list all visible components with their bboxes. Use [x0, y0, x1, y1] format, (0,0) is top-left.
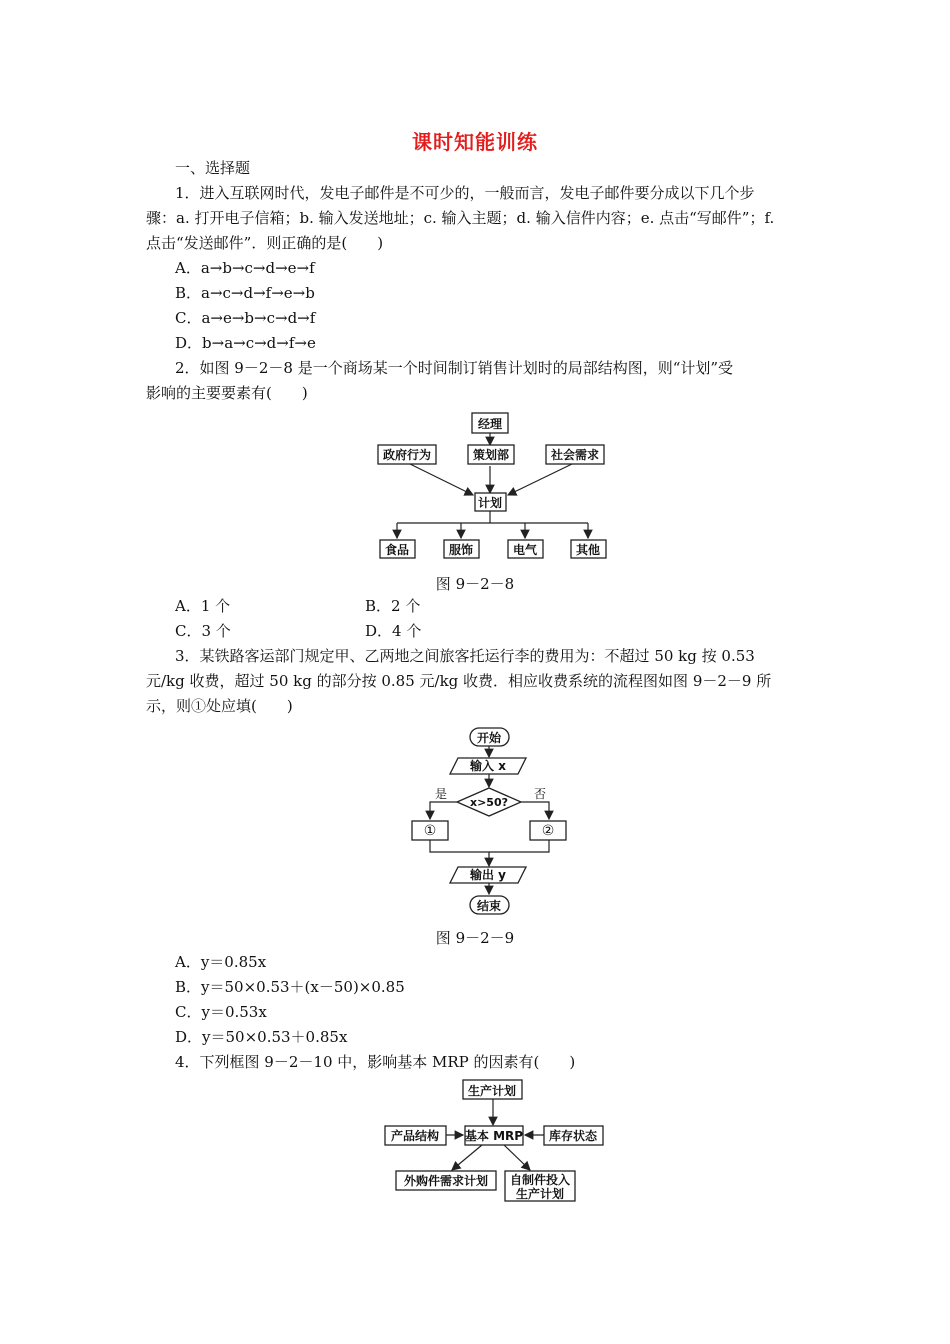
node-self-made-line2: 生产计划: [515, 1187, 565, 1201]
flow-start: 开始: [476, 731, 502, 745]
q3-option-d: D．y＝50×0.53＋0.85x: [175, 1028, 348, 1046]
q2-option-a: A．1 个: [175, 597, 231, 615]
node-plan: 计划: [477, 496, 503, 510]
node-other: 其他: [575, 543, 601, 557]
section-heading: 一、选择题: [175, 159, 251, 177]
node-food: 食品: [384, 543, 410, 557]
q3-text-line2: 元/kg 收费，超过 50 kg 的部分按 0.85 元/kg 收费．相应收费系统的流程图如图 9－2－9 所: [146, 672, 772, 690]
q3-option-b: B．y＝50×0.53＋(x－50)×0.85: [175, 978, 405, 996]
figure-caption-9-2-9: 图 9－2－9: [435, 929, 515, 947]
q1-option-b: B．a→c→d→f→e→b: [175, 284, 315, 302]
flow-yes-label: 是: [434, 787, 448, 801]
flowchart-9-2-9: [400, 722, 590, 920]
q1-text-line1: 1．进入互联网时代，发电子邮件是不可少的，一般而言，发电子邮件要分成以下几个步: [175, 184, 755, 202]
q1-option-a: A．a→b→c→d→e→f: [175, 259, 315, 277]
figure-caption-9-2-8: 图 9－2－8: [435, 575, 515, 593]
node-production-plan: 生产计划: [467, 1084, 517, 1098]
node-social-demand: 社会需求: [550, 448, 600, 462]
flow-input: 输入 x: [470, 759, 506, 773]
node-manager: 经理: [477, 417, 503, 431]
q3-text-line1: 3．某铁路客运部门规定甲、乙两地之间旅客托运行李的费用为：不超过 50 kg 按 0.53: [175, 647, 755, 665]
page-title: 课时知能训练: [412, 130, 538, 154]
node-self-made-line1: 自制件投入: [509, 1173, 571, 1187]
flow-box-2: ②: [541, 823, 555, 839]
node-planning-dept: 策划部: [472, 448, 510, 462]
flow-condition: x>50?: [469, 796, 509, 809]
q3-option-a: A．y＝0.85x: [175, 953, 267, 971]
node-purchase-plan: 外购件需求计划: [403, 1174, 489, 1188]
q2-option-d: D．4 个: [365, 622, 422, 640]
flow-box-1: ①: [423, 823, 437, 839]
q3-option-c: C．y＝0.53x: [175, 1003, 267, 1021]
q1-option-c: C．a→e→b→c→d→f: [175, 309, 316, 327]
q1-text-line2: 骤：a. 打开电子信箱；b. 输入发送地址；c. 输入主题；d. 输入信件内容；e. 点击“写邮件”；f.: [146, 209, 775, 227]
node-electric: 电气: [512, 543, 538, 557]
q2-text-line2: 影响的主要要素有( ): [146, 384, 308, 402]
q4-text: 4．下列框图 9－2－10 中，影响基本 MRP 的因素有( ): [175, 1053, 576, 1071]
node-government: 政府行为: [382, 448, 432, 462]
q1-option-d: D．b→a→c→d→f→e: [175, 334, 316, 352]
node-clothing: 服饰: [448, 543, 474, 557]
q1-text-line3: 点击“发送邮件”．则正确的是( ): [146, 234, 384, 252]
node-basic-mrp: 基本 MRP: [464, 1129, 524, 1143]
q2-text-line1: 2．如图 9－2－8 是一个商场某一个时间制订销售计划时的局部结构图，则“计划”受: [175, 359, 734, 377]
q2-option-c: C．3 个: [175, 622, 231, 640]
flow-no-label: 否: [533, 787, 547, 801]
flow-output: 输出 y: [469, 868, 507, 882]
flow-end: 结束: [476, 899, 502, 913]
q2-option-b: B．2 个: [365, 597, 421, 615]
q3-text-line3: 示，则①处应填( ): [146, 697, 293, 715]
node-inventory-status: 库存状态: [548, 1129, 598, 1143]
mrp-diagram-9-2-10: [380, 1075, 610, 1207]
node-product-structure: 产品结构: [390, 1129, 440, 1143]
structure-diagram-9-2-8: [360, 405, 620, 565]
